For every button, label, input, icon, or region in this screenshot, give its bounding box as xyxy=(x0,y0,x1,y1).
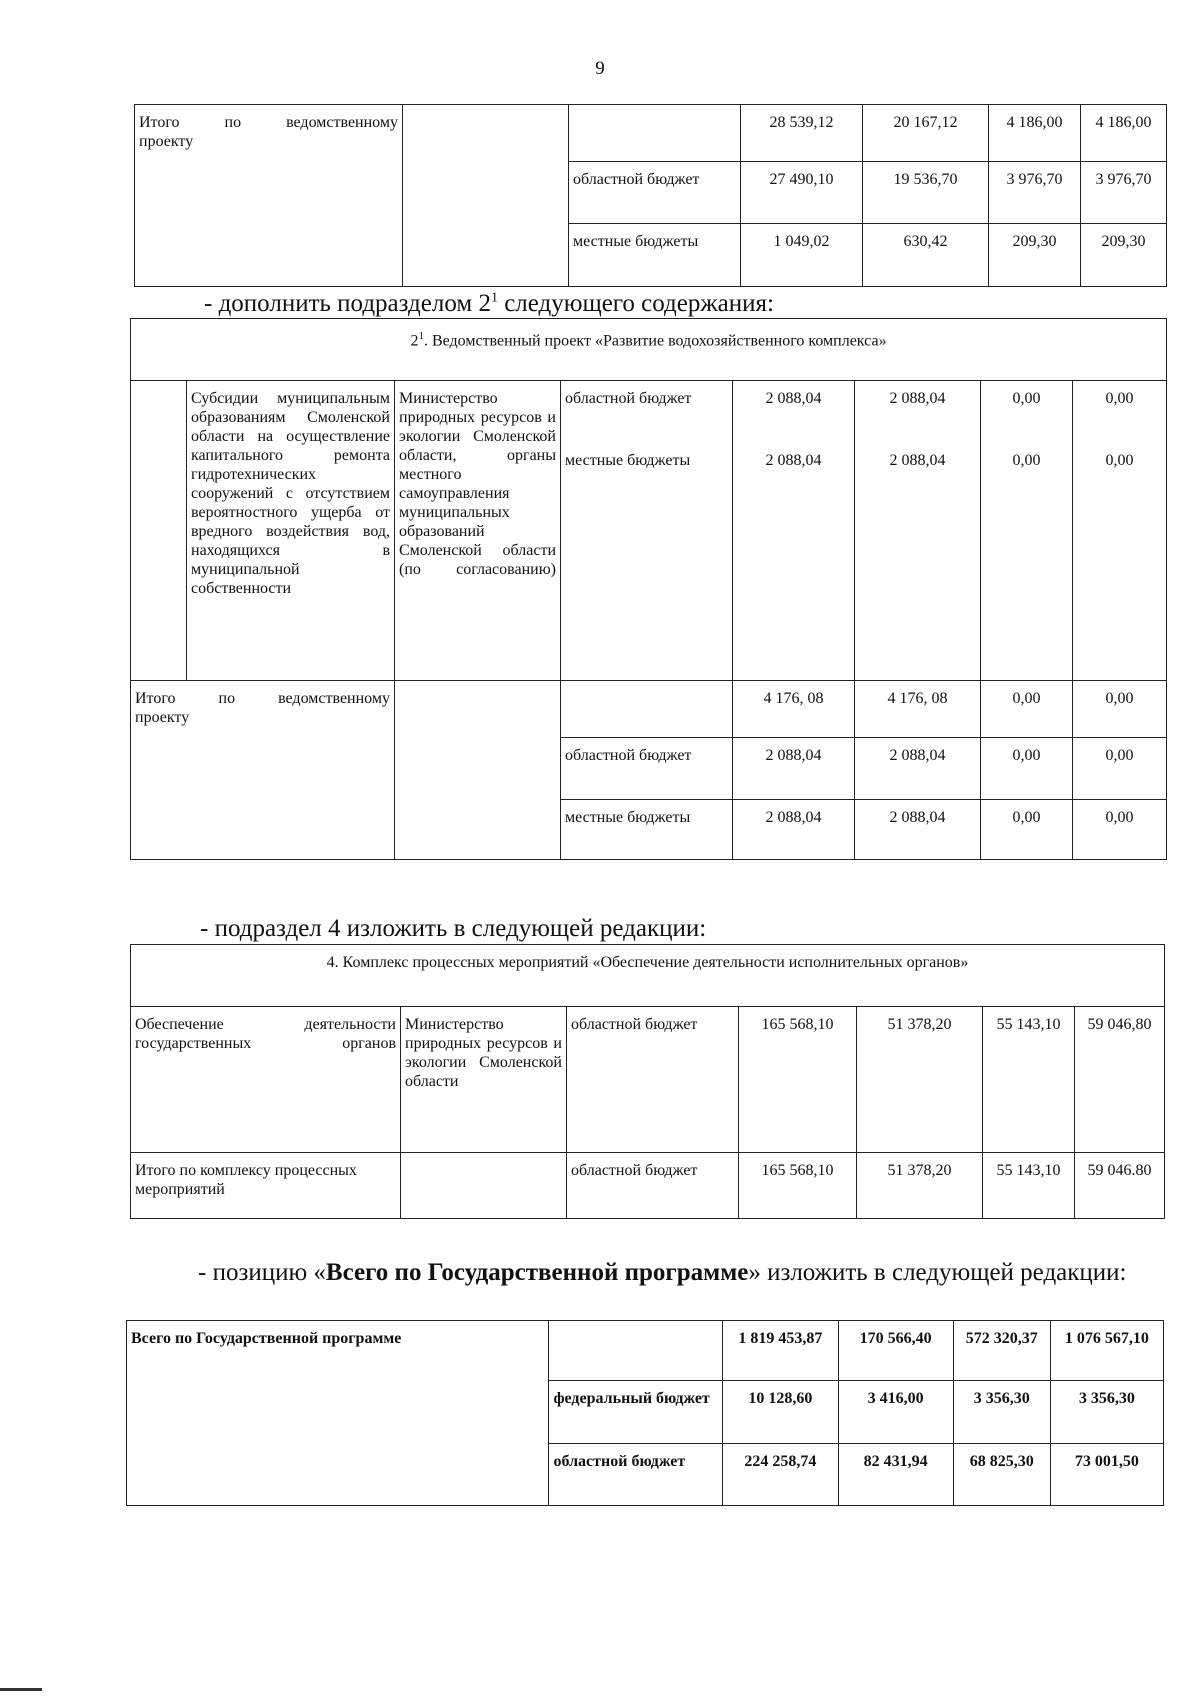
value-cell: 68 825,30 xyxy=(953,1444,1050,1506)
source-cell: областной бюджет xyxy=(561,381,733,443)
value-cell: 4 186,00 xyxy=(989,105,1081,162)
value-cell: 2 088,04 xyxy=(733,381,855,443)
caption-text: . Ведомственный проект «Развитие водохозяйственного комплекса» xyxy=(423,332,887,350)
value-cell: 3 976,70 xyxy=(989,162,1081,224)
value-cell: 0,00 xyxy=(1073,738,1167,800)
value-cell: 630,42 xyxy=(863,224,989,287)
table-row xyxy=(131,319,1167,381)
value-cell: 0,00 xyxy=(981,800,1073,860)
value-cell: 1 819 453,87 xyxy=(723,1321,838,1381)
instruction-text: » изложить в следующей редакции: xyxy=(748,1259,1127,1286)
instruction-replace-subsection: - подраздел 4 изложить в следующей редакции: xyxy=(200,915,707,942)
source-cell: федеральный бюджет xyxy=(549,1381,723,1444)
value-cell: 59 046,80 xyxy=(1075,1007,1165,1153)
table-program-total xyxy=(126,1320,1164,1506)
value-cell: 28 539,12 xyxy=(741,105,863,162)
value-cell: 0,00 xyxy=(1073,443,1167,681)
total-label-cell: Всего по Государственной программе xyxy=(127,1321,549,1506)
value-cell: 3 356,30 xyxy=(953,1381,1050,1444)
value-cell: 0,00 xyxy=(1073,681,1167,738)
value-cell: 0,00 xyxy=(981,381,1073,443)
value-cell: 73 001,50 xyxy=(1050,1444,1163,1506)
instruction-text: следующего содержания: xyxy=(497,290,774,317)
value-cell: 4 176, 08 xyxy=(733,681,855,738)
source-cell: областной бюджет xyxy=(561,738,733,800)
item-name-cell xyxy=(131,1007,401,1153)
table-row xyxy=(135,105,1167,162)
empty-responsible-cell xyxy=(401,1153,567,1219)
table-water-project xyxy=(130,318,1167,860)
value-cell: 2 088,04 xyxy=(855,738,981,800)
scan-edge-mark xyxy=(0,1688,42,1691)
value-cell: 51 378,20 xyxy=(857,1153,983,1219)
source-cell: областной бюджет xyxy=(569,162,741,224)
instruction-add-subsection xyxy=(204,290,774,318)
value-cell: 4 176, 08 xyxy=(855,681,981,738)
value-cell: 0,00 xyxy=(1073,800,1167,860)
source-cell: областной бюджет xyxy=(567,1153,739,1219)
value-cell: 51 378,20 xyxy=(857,1007,983,1153)
value-cell: 3 356,30 xyxy=(1050,1381,1163,1444)
source-cell xyxy=(549,1321,723,1381)
value-cell: 170 566,40 xyxy=(838,1321,953,1381)
table-row xyxy=(131,1007,1165,1153)
total-label-line1: Итого по ведомственному xyxy=(135,690,390,707)
value-cell: 2 088,04 xyxy=(733,800,855,860)
instruction-text: - дополнить подразделом 2 xyxy=(204,290,491,317)
source-cell xyxy=(561,681,733,738)
value-cell: 55 143,10 xyxy=(983,1007,1075,1153)
total-label-cell xyxy=(131,681,395,860)
value-cell: 3 416,00 xyxy=(838,1381,953,1444)
page-number: 9 xyxy=(595,58,605,79)
value-cell: 1 049,02 xyxy=(741,224,863,287)
value-cell: 19 536,70 xyxy=(863,162,989,224)
value-cell: 0,00 xyxy=(981,681,1073,738)
total-label-line1: Итого по ведомственному xyxy=(139,114,398,131)
index-cell xyxy=(131,381,187,681)
total-label-cell: Итого по комплексу процессных мероприятий xyxy=(131,1153,401,1219)
value-cell: 209,30 xyxy=(989,224,1081,287)
caption-superscript: 1 xyxy=(418,330,424,342)
value-cell: 572 320,37 xyxy=(953,1321,1050,1381)
value-cell: 2 088,04 xyxy=(855,800,981,860)
value-cell: 55 143,10 xyxy=(983,1153,1075,1219)
table-row xyxy=(131,381,1167,443)
item-name-cell: Субсидии муниципальным образованиям Смоленской области на осуществление капитального ремонта гидротехнических сооружений с отсутствием вероятностного ущерба от вредного воздействия вод, находящихся в муниципальной собственности xyxy=(187,381,395,681)
empty-responsible-cell xyxy=(403,105,569,287)
table-row xyxy=(131,1153,1165,1219)
value-cell: 209,30 xyxy=(1081,224,1167,287)
caption-number: 2 xyxy=(410,332,419,350)
value-cell: 3 976,70 xyxy=(1081,162,1167,224)
value-cell: 165 568,10 xyxy=(739,1153,857,1219)
total-label-line2: проекту xyxy=(139,133,194,150)
instruction-superscript: 1 xyxy=(490,290,498,306)
table-project-total xyxy=(134,104,1167,287)
value-cell: 59 046.80 xyxy=(1075,1153,1165,1219)
source-cell: местные бюджеты xyxy=(569,224,741,287)
value-cell: 2 088,04 xyxy=(733,738,855,800)
item-name: Обеспечение деятельности государственных органов xyxy=(135,1016,396,1052)
source-cell: областной бюджет xyxy=(567,1007,739,1153)
section-caption: 4. Комплекс процессных мероприятий «Обеспечение деятельности исполнительных органов» xyxy=(131,945,1165,1007)
empty-responsible-cell xyxy=(395,681,561,860)
value-cell: 0,00 xyxy=(981,738,1073,800)
value-cell: 165 568,10 xyxy=(739,1007,857,1153)
table-row xyxy=(131,681,1167,738)
value-cell: 2 088,04 xyxy=(733,443,855,681)
value-cell: 82 431,94 xyxy=(838,1444,953,1506)
table-process-complex xyxy=(130,944,1165,1219)
source-cell: местные бюджеты xyxy=(561,800,733,860)
source-cell xyxy=(569,105,741,162)
value-cell: 0,00 xyxy=(981,443,1073,681)
total-label-line2: проекту xyxy=(135,709,190,726)
value-cell: 1 076 567,10 xyxy=(1050,1321,1163,1381)
instruction-replace-total xyxy=(120,1258,1160,1288)
value-cell: 4 186,00 xyxy=(1081,105,1167,162)
source-cell: областной бюджет xyxy=(549,1444,723,1506)
total-label-cell xyxy=(135,105,403,287)
table-row xyxy=(127,1321,1164,1381)
value-cell: 2 088,04 xyxy=(855,443,981,681)
responsible-cell: Министерство природных ресурсов и экологии Смоленской области, органы местного самоуправления муниципальных образований Смоленской области (по согласованию) xyxy=(395,381,561,681)
value-cell: 224 258,74 xyxy=(723,1444,838,1506)
value-cell: 27 490,10 xyxy=(741,162,863,224)
instruction-bold-text: Всего по Государственной программе xyxy=(325,1259,749,1286)
value-cell: 10 128,60 xyxy=(723,1381,838,1444)
value-cell: 0,00 xyxy=(1073,381,1167,443)
responsible-cell: Министерство природных ресурсов и экологии Смоленской области xyxy=(401,1007,567,1153)
instruction-text: - позицию « xyxy=(198,1259,326,1286)
source-cell: местные бюджеты xyxy=(561,443,733,681)
value-cell: 20 167,12 xyxy=(863,105,989,162)
table-row xyxy=(131,945,1165,1007)
section-caption xyxy=(131,319,1167,381)
value-cell: 2 088,04 xyxy=(855,381,981,443)
